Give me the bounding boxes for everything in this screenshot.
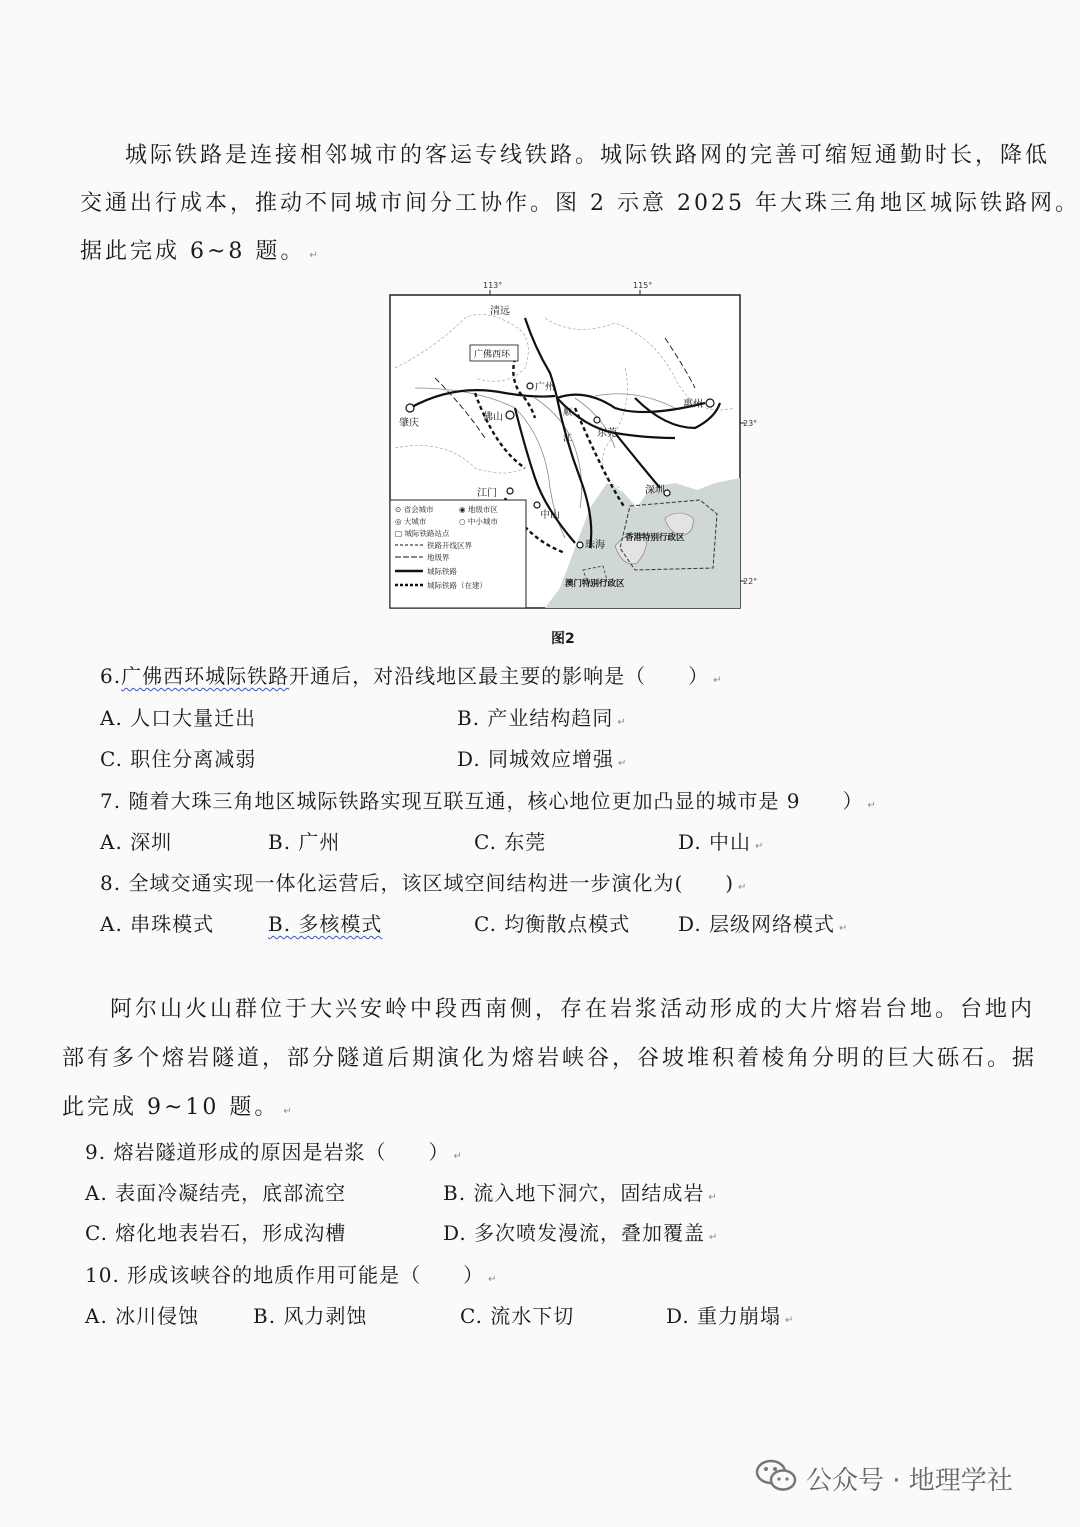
lon-label-115: 115° (633, 281, 653, 290)
lat-label-23: 23° (743, 419, 758, 428)
city-jiangmen: 江门 (477, 488, 497, 499)
legend-prefecture-boundary: 地级界 (427, 553, 450, 562)
intro2-line-3: 此完成 9~10 题。 ↵ (62, 1095, 295, 1120)
question-10: 10. 形成该峡谷的地质作用可能是（ ） ↵ (85, 1263, 498, 1287)
city-guangzhou: 广州 (535, 382, 555, 393)
legend-provincial-capital: ⊙ 省会城市 (395, 505, 434, 514)
city-zhaoqing: 肇庆 (399, 418, 419, 429)
city-shenzhen: 深圳 (645, 485, 665, 496)
legend-railway-boundary: 铁路开线区界 (427, 541, 472, 550)
region-hongkong: 香港特别行政区 (625, 533, 685, 543)
label-guangfo-xihuan: 广佛西环 (474, 350, 511, 360)
q8-option-d: D. 层级网络模式 ↵ (678, 912, 849, 936)
figure-caption: 图2 (551, 631, 575, 647)
city-zhuhai: 珠海 (585, 540, 605, 551)
wavy-term: 广佛西环城际铁路 (121, 664, 290, 688)
q6-option-c: C. 职住分离减弱 (100, 747, 257, 771)
legend-prefecture-city: ◉ 地级市区 (459, 505, 498, 514)
city-huizhou: 惠州 (683, 399, 703, 410)
q8-option-c: C. 均衡散点模式 (474, 912, 631, 936)
railway-map (375, 278, 775, 623)
intro2-line-2: 部有多个熔岩隧道，部分隧道后期演化为熔岩峡谷，谷坡堆积着棱角分明的巨大砾石。据 (62, 1046, 1038, 1071)
q6-option-a: A. 人口大量迁出 (100, 706, 257, 730)
q7-option-d: D. 中山 ↵ (678, 830, 765, 854)
city-zhongshan: 中山 (540, 510, 560, 521)
q6-option-d: D. 同城效应增强 ↵ (457, 747, 628, 771)
q9-option-d: D. 多次喷发漫流，叠加覆盖 ↵ (443, 1221, 719, 1245)
q7-option-c: C. 东莞 (474, 830, 547, 854)
question-8: 8. 全域交通实现一体化运营后，该区域空间结构进一步演化为( ) ↵ (100, 871, 748, 895)
q8-option-a: A. 串珠模式 (100, 912, 215, 936)
question-6: 6.广佛西环城际铁路开通后，对沿线地区最主要的影响是（ ） ↵ (100, 664, 723, 688)
intro-line-1: 城际铁路是连接相邻城市的客运专线铁路。城际铁路网的完善可缩短通勤时长，降低 (125, 143, 1051, 168)
city-dongguan: 东莞 (597, 428, 617, 439)
intro2-line-1: 阿尔山火山群位于大兴安岭中段西南侧，存在岩浆活动形成的大片熔岩台地。台地内 (110, 997, 1036, 1022)
q8-option-b: B. 多核模式 (268, 912, 383, 936)
q10-option-d: D. 重力崩塌 ↵ (666, 1304, 795, 1328)
q10-option-a: A. 冰川侵蚀 (85, 1304, 200, 1328)
q7-option-a: A. 深圳 (100, 830, 173, 854)
legend-intercity-rail: 城际铁路 (427, 567, 457, 576)
city-qingyuan: 清远 (490, 306, 510, 317)
legend-intercity-rail-construction: 城际铁路（在建） (427, 581, 487, 590)
intro-line-3: 据此完成 6~8 题。 ↵ (80, 239, 321, 264)
q9-option-a: A. 表面冷凝结壳，底部流空 (85, 1181, 347, 1205)
q7-option-b: B. 广州 (268, 830, 341, 854)
question-7: 7. 随着大珠三角地区城际铁路实现互联互通，核心地位更加凸显的城市是 9 ） ↵ (100, 789, 877, 813)
q9-option-c: C. 熔化地表岩石，形成沟槽 (85, 1221, 347, 1245)
region-macao: 澳门特别行政区 (565, 579, 625, 589)
legend-small-city: ○ 中小城市 (459, 517, 498, 526)
lon-label-113: 113° (483, 281, 503, 290)
city-foshan: 佛山 (483, 412, 503, 423)
wechat-icon (755, 1458, 799, 1494)
q6-option-b: B. 产业结构趋同 ↵ (457, 706, 627, 730)
label-jiang: 江 (563, 434, 573, 444)
question-9: 9. 熔岩隧道形成的原因是岩浆（ ） ↵ (85, 1140, 463, 1164)
legend-station: □ 城际铁路站点 (395, 529, 450, 538)
intro-line-2: 交通出行成本，推动不同城市间分工协作。图 2 示意 2025 年大珠三角地区城际铁路网。 (80, 191, 1080, 216)
watermark-account: 公众号 · 地理学社 (806, 1466, 1013, 1496)
legend-large-city: ◎ 大城市 (395, 517, 427, 526)
q9-option-b: B. 流入地下洞穴，固结成岩 ↵ (443, 1181, 718, 1205)
label-shun: 顺 (563, 408, 573, 418)
q10-option-c: C. 流水下切 (460, 1304, 575, 1328)
q10-option-b: B. 风力剥蚀 (253, 1304, 368, 1328)
lat-label-22: 22° (743, 577, 758, 586)
